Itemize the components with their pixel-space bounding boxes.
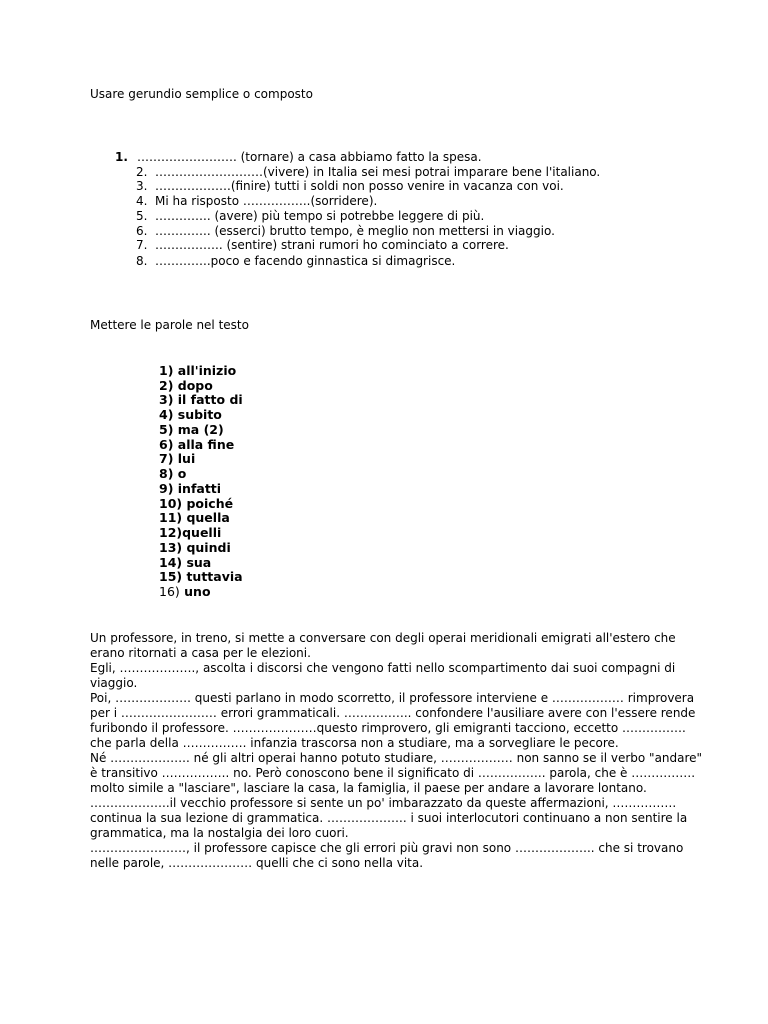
item-text: Mi ha risposto ……………..(sorridere). — [155, 194, 378, 208]
exercise1-item — [115, 150, 482, 165]
item-number: 2. — [136, 165, 148, 179]
item-text: ……………….(finire) tutti i soldi non posso venire in vacanza con voi. — [155, 179, 564, 193]
text-line: Poi, ………………. questi parlano in modo scorretto, il professore interviene e ……………… rimprovera — [90, 691, 695, 705]
text-line: viaggio. — [90, 676, 138, 690]
exercise1-title: Usare gerundio semplice o composto — [90, 87, 313, 101]
item-number: 6. — [136, 224, 148, 238]
item-number: 8. — [136, 254, 148, 268]
item-text: ………………………(vivere) in Italia sei mesi potrai imparare bene l'italiano. — [155, 165, 601, 179]
word-bank-item: 13) quindi — [159, 540, 231, 555]
cloze-text — [90, 631, 703, 871]
word-bank-item: 3) il fatto di — [159, 392, 243, 407]
word-bank-item — [159, 585, 211, 600]
word-bank-item: 14) sua — [159, 555, 212, 570]
exercise1-item — [136, 179, 564, 194]
text-line: continua la sua lezione di grammatica. ……………….. i suoi interlocutori continuano a non sentire la — [90, 811, 688, 825]
text-line: ………………..il vecchio professore si sente un po' imbarazzato da queste affermazioni, ……………. — [90, 796, 677, 810]
item-number: 3. — [136, 179, 148, 193]
word-bank-item: 12)quelli — [159, 525, 222, 540]
word-bank-item: 5) ma (2) — [159, 422, 224, 437]
text-line: erano ritornati a casa per le elezioni. — [90, 646, 311, 660]
item-number: 7. — [136, 238, 148, 252]
text-line: Egli, ………………., ascolta i discorsi che vengono fatti nello scompartimento dai suoi compagni di — [90, 661, 676, 675]
exercise1-item — [136, 194, 377, 209]
item-text: ………….. (avere) più tempo si potrebbe leggere di più. — [155, 209, 485, 223]
word-bank-item: 11) quella — [159, 510, 230, 525]
word-bank-item: 8) o — [159, 466, 187, 481]
word-bank-item: 1) all'inizio — [159, 363, 237, 378]
exercise1-item — [136, 165, 600, 180]
word-bank-word: uno — [184, 584, 211, 599]
item-number: 1. — [115, 150, 128, 164]
word-bank-item: 6) alla fine — [159, 437, 235, 452]
text-line: è transitivo …………….. no. Però conoscono bene il significato di …………….. parola, che è ……………. — [90, 766, 696, 780]
text-line: Né ……………….. né gli altri operai hanno potuto studiare, ……………… non sanno se il verbo "andare" — [90, 751, 703, 765]
word-bank-item: 9) infatti — [159, 481, 222, 496]
item-number: 5. — [136, 209, 148, 223]
item-text: ……………………. (tornare) a casa abbiamo fatto la spesa. — [137, 150, 482, 164]
text-line: Un professore, in treno, si mette a conversare con degli operai meridionali emigrati all'estero che — [90, 631, 676, 645]
item-text: …………..poco e facendo ginnastica si dimagrisce. — [155, 254, 456, 268]
word-bank-item: 15) tuttavia — [159, 569, 243, 584]
text-line: nelle parole, ………………… quelli che ci sono nella vita. — [90, 856, 424, 870]
word-bank-item: 7) lui — [159, 451, 196, 466]
item-number: 4. — [136, 194, 148, 208]
exercise1-item — [136, 254, 455, 269]
exercise2-title: Mettere le parole nel testo — [90, 318, 249, 332]
text-line: grammatica, ma la nostalgia dei loro cuori. — [90, 826, 349, 840]
text-line: che parla della ……………. infanzia trascorsa non a studiare, ma a sorvegliare le pecore. — [90, 736, 619, 750]
text-line: ……………………, il professore capisce che gli errori più gravi non sono ……………….. che si trovano — [90, 841, 684, 855]
text-line: per i …………………… errori grammaticali. …………….. confondere l'ausiliare avere con l'essere rende — [90, 706, 696, 720]
item-text: …………….. (sentire) strani rumori ho cominciato a correre. — [155, 238, 509, 252]
exercise1-item — [136, 224, 555, 239]
exercise1-item — [136, 238, 509, 253]
word-bank-number: 16) — [159, 584, 180, 599]
word-bank-item: 2) dopo — [159, 378, 213, 393]
exercise1-item — [136, 209, 484, 224]
text-line: furibondo il professore. …………………questo rimprovero, gli emigranti tacciono, eccetto ……………. — [90, 721, 686, 735]
word-bank-item: 4) subito — [159, 407, 222, 422]
word-bank-item: 10) poiché — [159, 496, 234, 511]
text-line: molto simile a "lasciare", lasciare la casa, la famiglia, il paese per andare a lavorare lontano. — [90, 781, 647, 795]
item-text: ………….. (esserci) brutto tempo, è meglio non mettersi in viaggio. — [155, 224, 555, 238]
